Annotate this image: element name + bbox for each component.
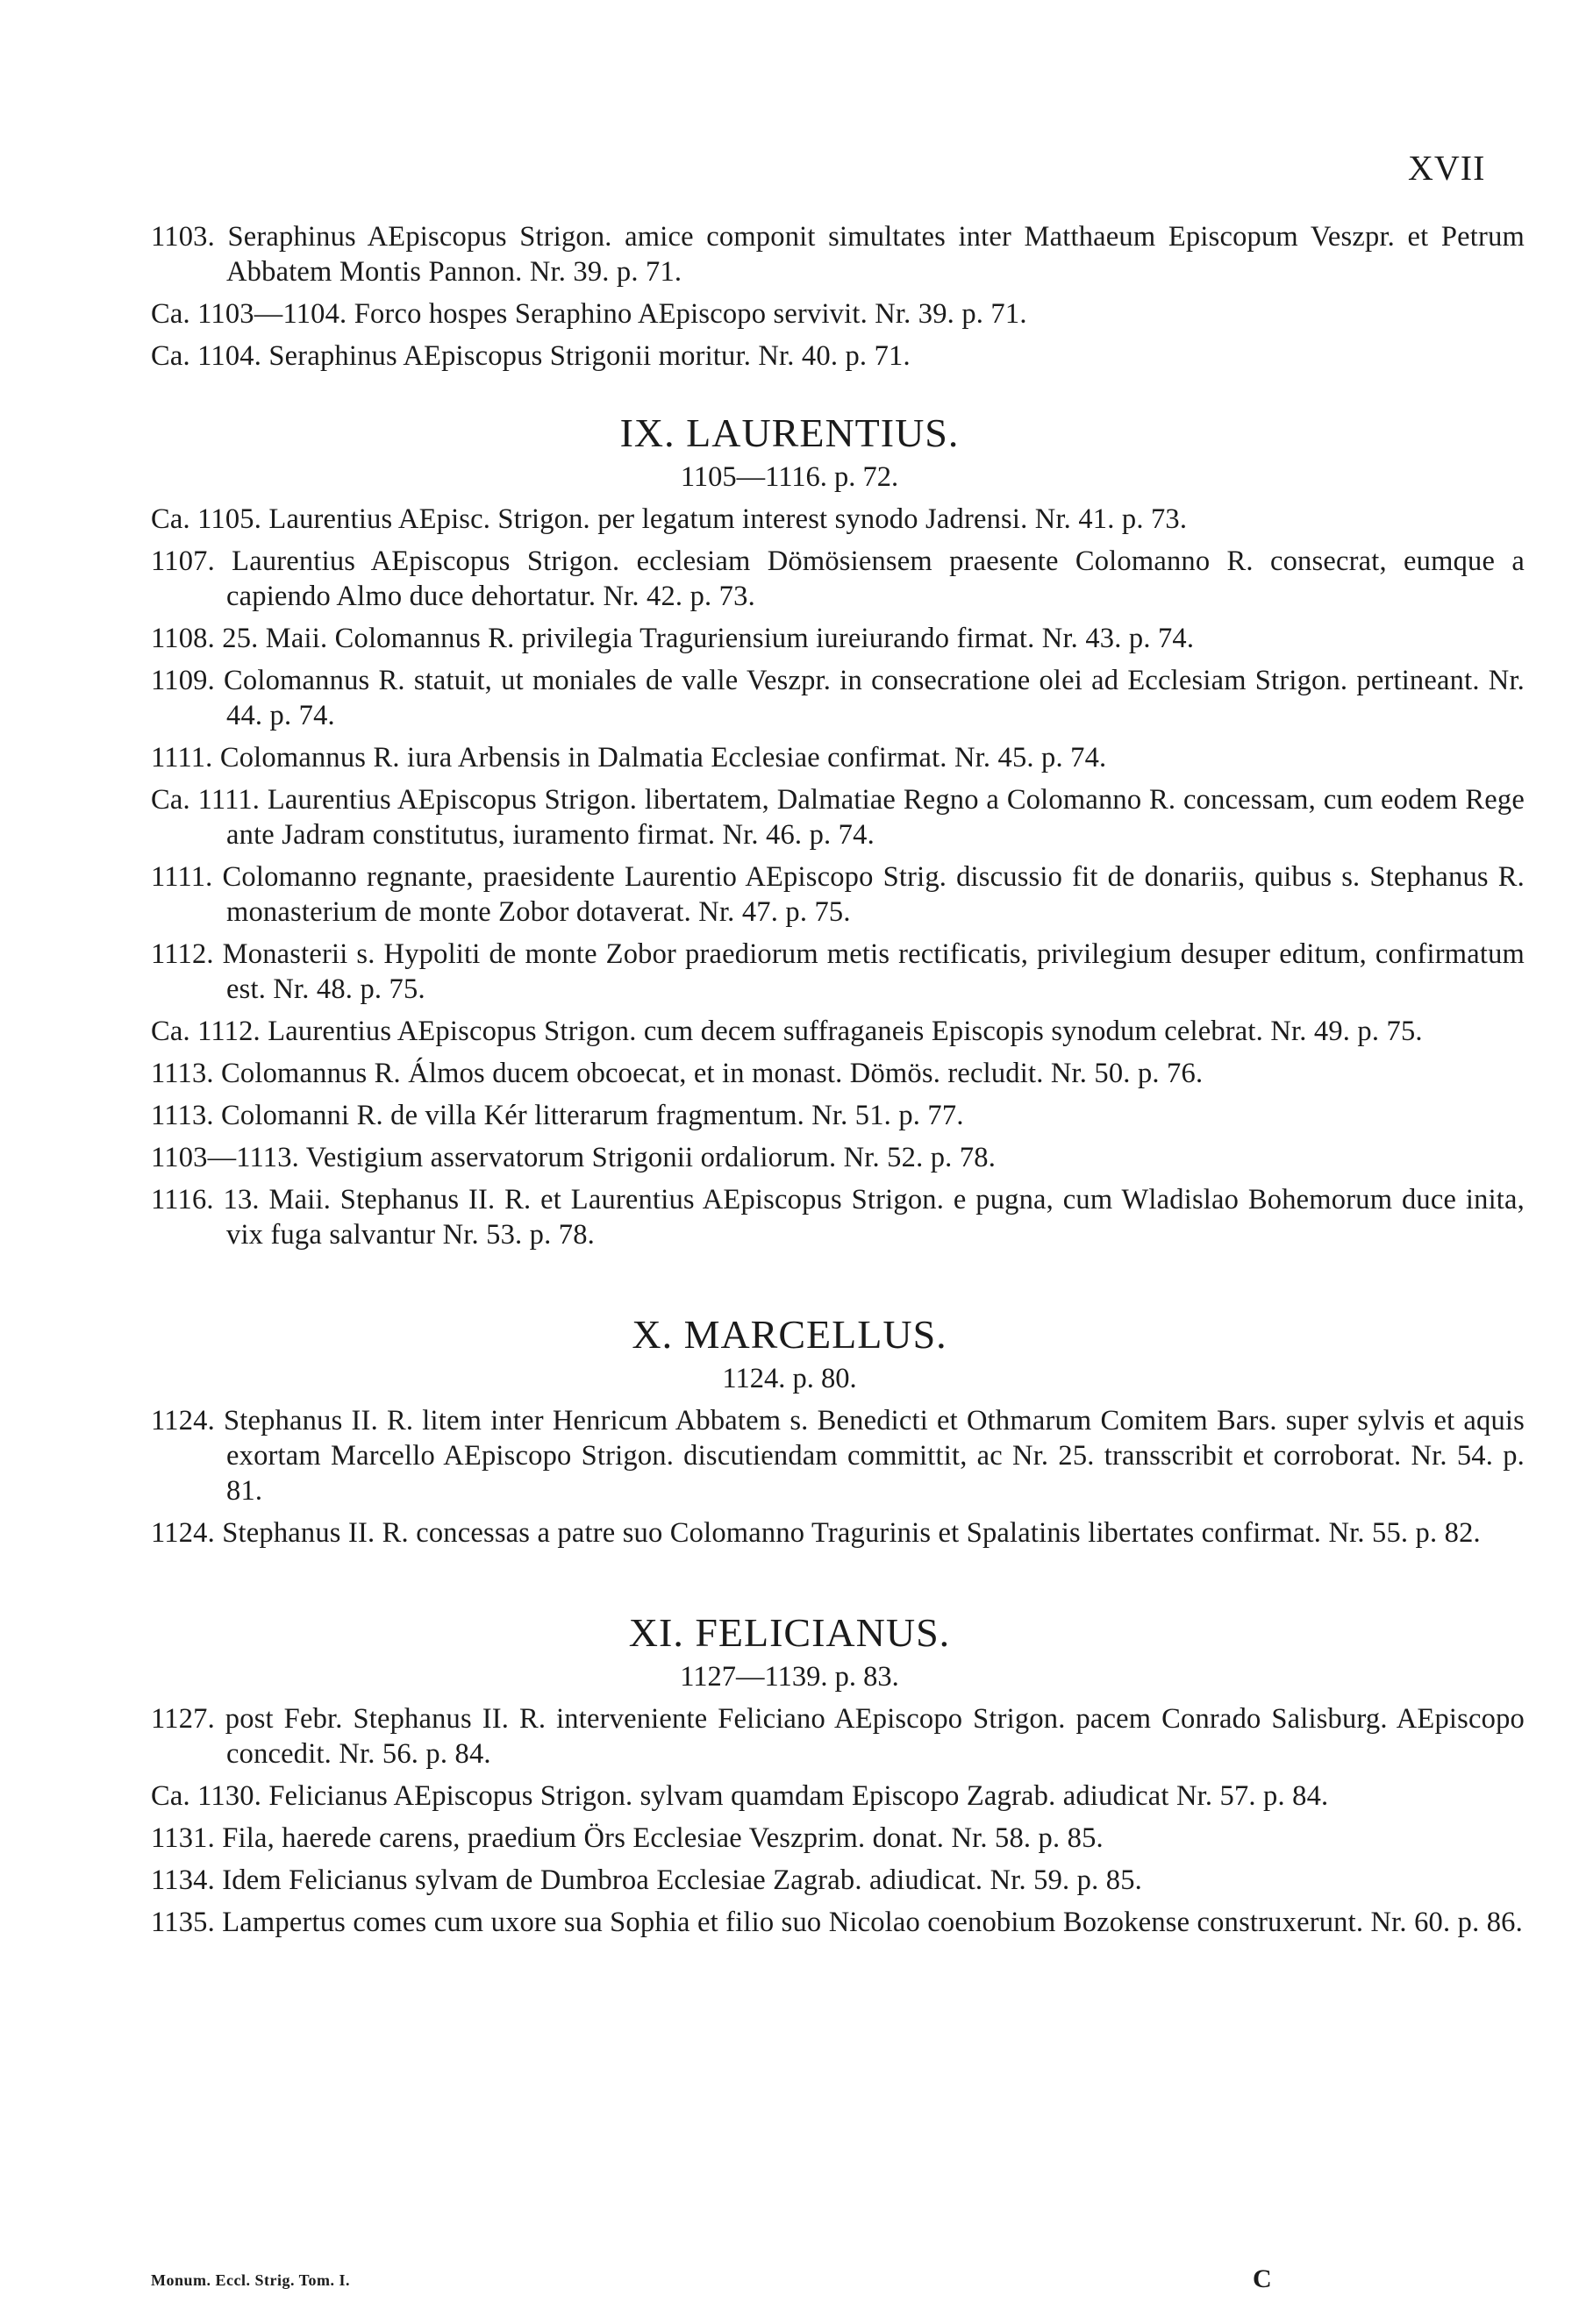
entry: Ca. 1112. Laurentius AEpiscopus Strigon. cum decem suffraganeis Episcopis synodum celebrat. Nr. 49. p. 75. [151, 1016, 1423, 1047]
entry: 1112. Monasterii s. Hypoliti de monte Zobor praediorum metis rectificatis, privilegium desuper editum, confirmatum est. Nr. 48. p. 75. [151, 938, 1525, 1005]
entry: 1109. Colomannus R. statuit, ut moniales de valle Veszpr. in consecratione olei ad Ecclesiam Strigon. pertineant. Nr. 44. p. 74. [151, 665, 1525, 731]
entry: 1134. Idem Felicianus sylvam de Dumbroa Ecclesiae Zagrab. adiudicat. Nr. 59. p. 85. [151, 1864, 1143, 1896]
entry: 1103. Seraphinus AEpiscopus Strigon. amice componit simultates inter Matthaeum Episcopum Veszpr. et Petrum Abbatem Montis Pannon. Nr. 39. p. 71. [151, 221, 1525, 288]
intro-entries [0, 219, 1579, 374]
entry: Ca. 1111. Laurentius AEpiscopus Strigon. libertatem, Dalmatiae Regno a Colomanno R. concessam, cum eodem Rege ante Jadram constitutus, iuramento firmat. Nr. 46. p. 74. [151, 784, 1525, 851]
section-title: IX. LAURENTIUS. [619, 410, 960, 455]
section-heading [88, 409, 1491, 496]
footer-signature: Monum. Eccl. Strig. Tom. I. [151, 2271, 351, 2289]
section-heading [88, 1310, 1491, 1398]
section-laurentius [0, 409, 1579, 1252]
section-heading [88, 1608, 1491, 1696]
entry: 1113. Colomannus R. Álmos ducem obcoecat, et in monast. Dömös. recludit. Nr. 50. p. 76. [151, 1058, 1204, 1089]
entry: 1111. Colomannus R. iura Arbensis in Dalmatia Ecclesiae confirmat. Nr. 45. p. 74. [151, 742, 1107, 773]
entry: 1103—1113. Vestigium asservatorum Strigonii ordaliorum. Nr. 52. p. 78. [151, 1142, 997, 1173]
page-number: XVII [1408, 148, 1486, 188]
entry: Ca. 1103—1104. Forco hospes Seraphino AEpiscopo servivit. Nr. 39. p. 71. [151, 298, 1027, 330]
entry: 1124. Stephanus II. R. concessas a patre suo Colomanno Tragurinis et Spalatinis libertates confirmat. Nr. 55. p. 82. [151, 1517, 1481, 1549]
section-felicianus [0, 1608, 1579, 1940]
entry: 1111. Colomanno regnante, praesidente Laurentio AEpiscopo Strig. discussio fit de donariis, quibus s. Stephanus R. monasterium de monte Zobor dotaverat. Nr. 47. p. 75. [151, 861, 1525, 928]
entry: 1107. Laurentius AEpiscopus Strigon. ecclesiam Dömösiensem praesente Colomanno R. consecrat, eumque a capiendo Almo duce dehortatur. Nr. 42. p. 73. [151, 545, 1525, 612]
footer-sheet-mark: C [1253, 2264, 1272, 2293]
entry: Ca. 1130. Felicianus AEpiscopus Strigon. sylvam quamdam Episcopo Zagrab. adiudicat Nr. 57. p. 84. [151, 1780, 1329, 1812]
entry: 1116. 13. Maii. Stephanus II. R. et Laurentius AEpiscopus Strigon. e pugna, cum Wladislao Bohemorum duce inita, vix fuga salvantur Nr. 53. p. 78. [151, 1184, 1525, 1251]
section-title: X. MARCELLUS. [632, 1312, 947, 1357]
section-dates: 1105—1116. p. 72. [680, 461, 899, 493]
entry: 1124. Stephanus II. R. litem inter Henricum Abbatem s. Benedicti et Othmarum Comitem Bars. super sylvis et aquis exortam Marcello AEpiscopo Strigon. discutiendam committit, ac Nr. 25. transscribit et corroborat. Nr. 54. p. 81. [151, 1405, 1525, 1507]
page-content [0, 219, 1579, 1947]
section-marcellus [0, 1310, 1579, 1551]
entry: Ca. 1104. Seraphinus AEpiscopus Strigonii moritur. Nr. 40. p. 71. [151, 340, 911, 372]
section-dates: 1127—1139. p. 83. [680, 1661, 899, 1693]
section-title: XI. FELICIANUS. [628, 1610, 951, 1655]
section-dates: 1124. p. 80. [722, 1363, 857, 1394]
entry: 1127. post Febr. Stephanus II. R. interveniente Feliciano AEpiscopo Strigon. pacem Conrado Salisburg. AEpiscopo concedit. Nr. 56. p. 84. [151, 1703, 1525, 1770]
entry: 1131. Fila, haerede carens, praedium Örs Ecclesiae Veszprim. donat. Nr. 58. p. 85. [151, 1822, 1104, 1854]
entry: 1113. Colomanni R. de villa Kér litterarum fragmentum. Nr. 51. p. 77. [151, 1100, 964, 1131]
entry: Ca. 1105. Laurentius AEpisc. Strigon. per legatum interest synodo Jadrensi. Nr. 41. p. 73. [151, 503, 1188, 535]
entry: 1135. Lampertus comes cum uxore sua Sophia et filio suo Nicolao coenobium Bozokense construxerunt. Nr. 60. p. 86. [151, 1907, 1523, 1938]
entry: 1108. 25. Maii. Colomannus R. privilegia Traguriensium iureiurando firmat. Nr. 43. p. 74. [151, 623, 1195, 654]
